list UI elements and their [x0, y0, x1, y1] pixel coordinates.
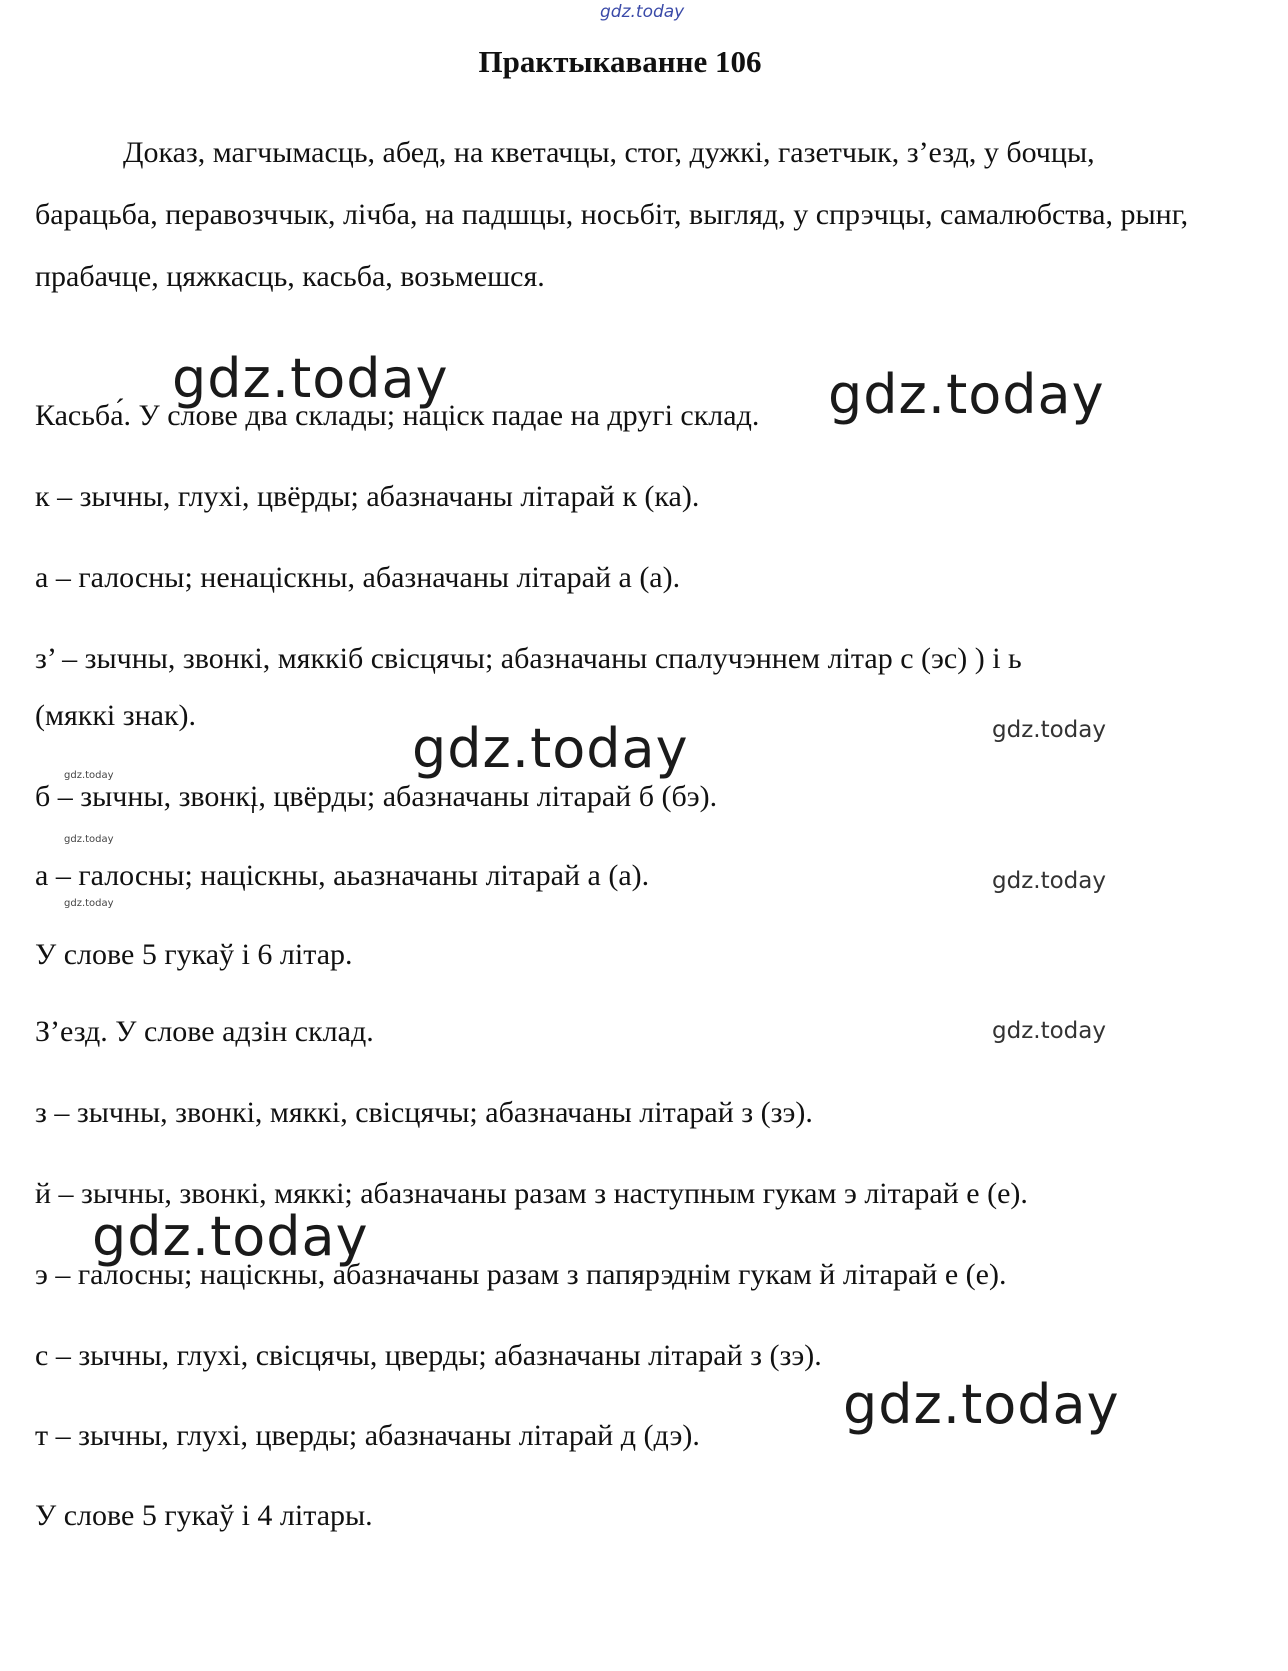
watermark-medium: gdz.today	[992, 717, 1106, 743]
analysis-line: а – галосны; ненаціскны, абазначаны літарай а (а).	[35, 561, 681, 594]
watermark-tiny: gdz.today	[64, 898, 114, 909]
watermark-large: gdz.today	[412, 717, 689, 780]
watermark-tiny: gdz.today	[64, 770, 114, 781]
watermark-large: gdz.today	[92, 1205, 369, 1268]
watermark-large: gdz.today	[828, 363, 1105, 426]
analysis-line: с – зычны, глухі, свісцячы, цверды; абазначаны літарай з (зэ).	[35, 1339, 822, 1372]
analysis-line: б – зычны, звонкі, цвёрды; абазначаны літарай б (бэ).	[35, 780, 718, 813]
watermark-medium: gdz.today	[992, 868, 1106, 894]
watermark-tiny: gdz.today	[64, 834, 114, 845]
watermark-large: gdz.today	[843, 1373, 1120, 1436]
intro-paragraph: Доказ, магчымасць, абед, на кветачцы, стог, дужкі, газетчык, з’езд, у бочцы, барацьба, перавозччык, лічба, на падшцы, носьбіт, выгляд, у спрэчцы, самалюбства, рынг, прабачце, цяжкасць, касьба, возьмешся.	[35, 136, 1189, 293]
analysis-line: Касьба́. У слове два склады; націск падае на другі склад.	[35, 399, 760, 432]
analysis-line: з – зычны, звонкі, мяккі, свісцячы; абазначаны літарай з (зэ).	[35, 1096, 813, 1129]
analysis-line: э – галосны; націскны, абазначаны разам з папярэднім гукам й літарай е (е).	[35, 1258, 1007, 1291]
analysis-line: т – зычны, глухі, цверды; абазначаны літарай д (дэ).	[35, 1419, 700, 1452]
analysis-line: (мяккі знак).	[35, 699, 197, 732]
analysis-line: а – галосны; націскны, аьазначаны літарай а (а).	[35, 859, 650, 892]
watermark-top: gdz.today	[600, 2, 685, 22]
page-title: Практыкаванне 106	[478, 44, 762, 79]
watermark-medium: gdz.today	[992, 1018, 1106, 1044]
analysis-line: У слове 5 гукаў і 4 літары.	[35, 1499, 373, 1532]
analysis-line: з’ – зычны, звонкі, мяккіб свісцячы; абазначаны спалучэннем літар с (эс) ) і ь	[35, 642, 1022, 675]
analysis-line: З’езд. У слове адзін склад.	[35, 1015, 374, 1048]
watermark-large: gdz.today	[172, 347, 449, 410]
analysis-line: к – зычны, глухі, цвёрды; абазначаны літарай к (ка).	[35, 480, 700, 513]
analysis-line: У слове 5 гукаў і 6 літар.	[35, 938, 353, 971]
analysis-line: й – зычны, звонкі, мяккі; абазначаны разам з наступным гукам э літарай е (е).	[35, 1177, 1028, 1210]
